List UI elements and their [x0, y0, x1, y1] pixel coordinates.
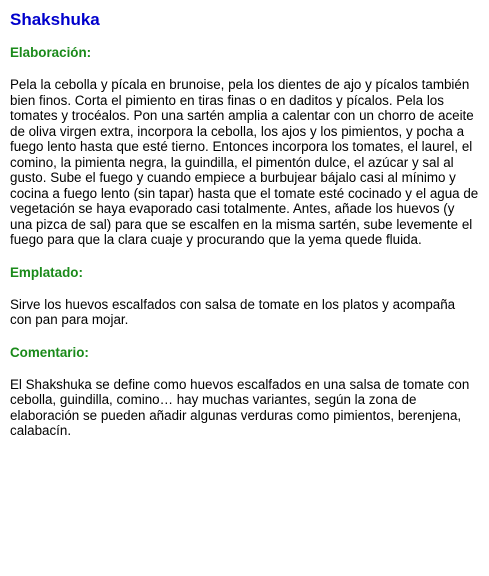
section-text-emplatado: Sirve los huevos escalfados con salsa de tomate en los platos y acompaña con pan para mojar.	[10, 296, 456, 327]
recipe-title: Shakshuka	[10, 10, 100, 29]
section-heading-emplatado: Emplatado:	[10, 264, 83, 280]
section-text-comentario: El Shakshuka se define como huevos escalfados en una salsa de tomate con cebolla, guindilla, comino… hay muchas variantes, según la zona de elaboración se pueden añadir algunas verduras como pimientos, berenjena, calabacín.	[10, 376, 470, 438]
section-emplatado	[10, 264, 479, 328]
section-heading-elaboracion: Elaboración:	[10, 45, 92, 60]
section-comentario	[10, 344, 479, 439]
section-text-elaboracion: Pela la cebolla y pícala en brunoise, pela los dientes de ajo y pícalos también bien finos. Corta el pimiento en tiras finas o en daditos y pícalos. Pela los tomates y trocéalos. Pon una sartén amplia a calentar con un chorro de aceite de oliva virgen extra, incorpora la cebolla, los ajos y los pimientos, y pocha a fuego lento hasta que esté tierno. Entonces incorpora los tomates, el laurel, el comino, la pimienta negra, la guindilla, el pimentón dulce, el azúcar y sal al gusto. Sube el fuego y cuando empiece a burbujear bájalo casi al mínimo y cocina a fuego lento (sin tapar) hasta que el tomate esté cocinado y el agua de vegetación se haya evaporado casi totalmente. Antes, añade los huevos (y una pizca de sal) para que se escalfen en la misma sartén, sube levemente el fuego para que la clara cuaje y procurando que la yema quede fluida.	[10, 77, 479, 247]
section-elaboracion	[10, 44, 479, 248]
section-heading-comentario: Comentario:	[10, 344, 89, 360]
